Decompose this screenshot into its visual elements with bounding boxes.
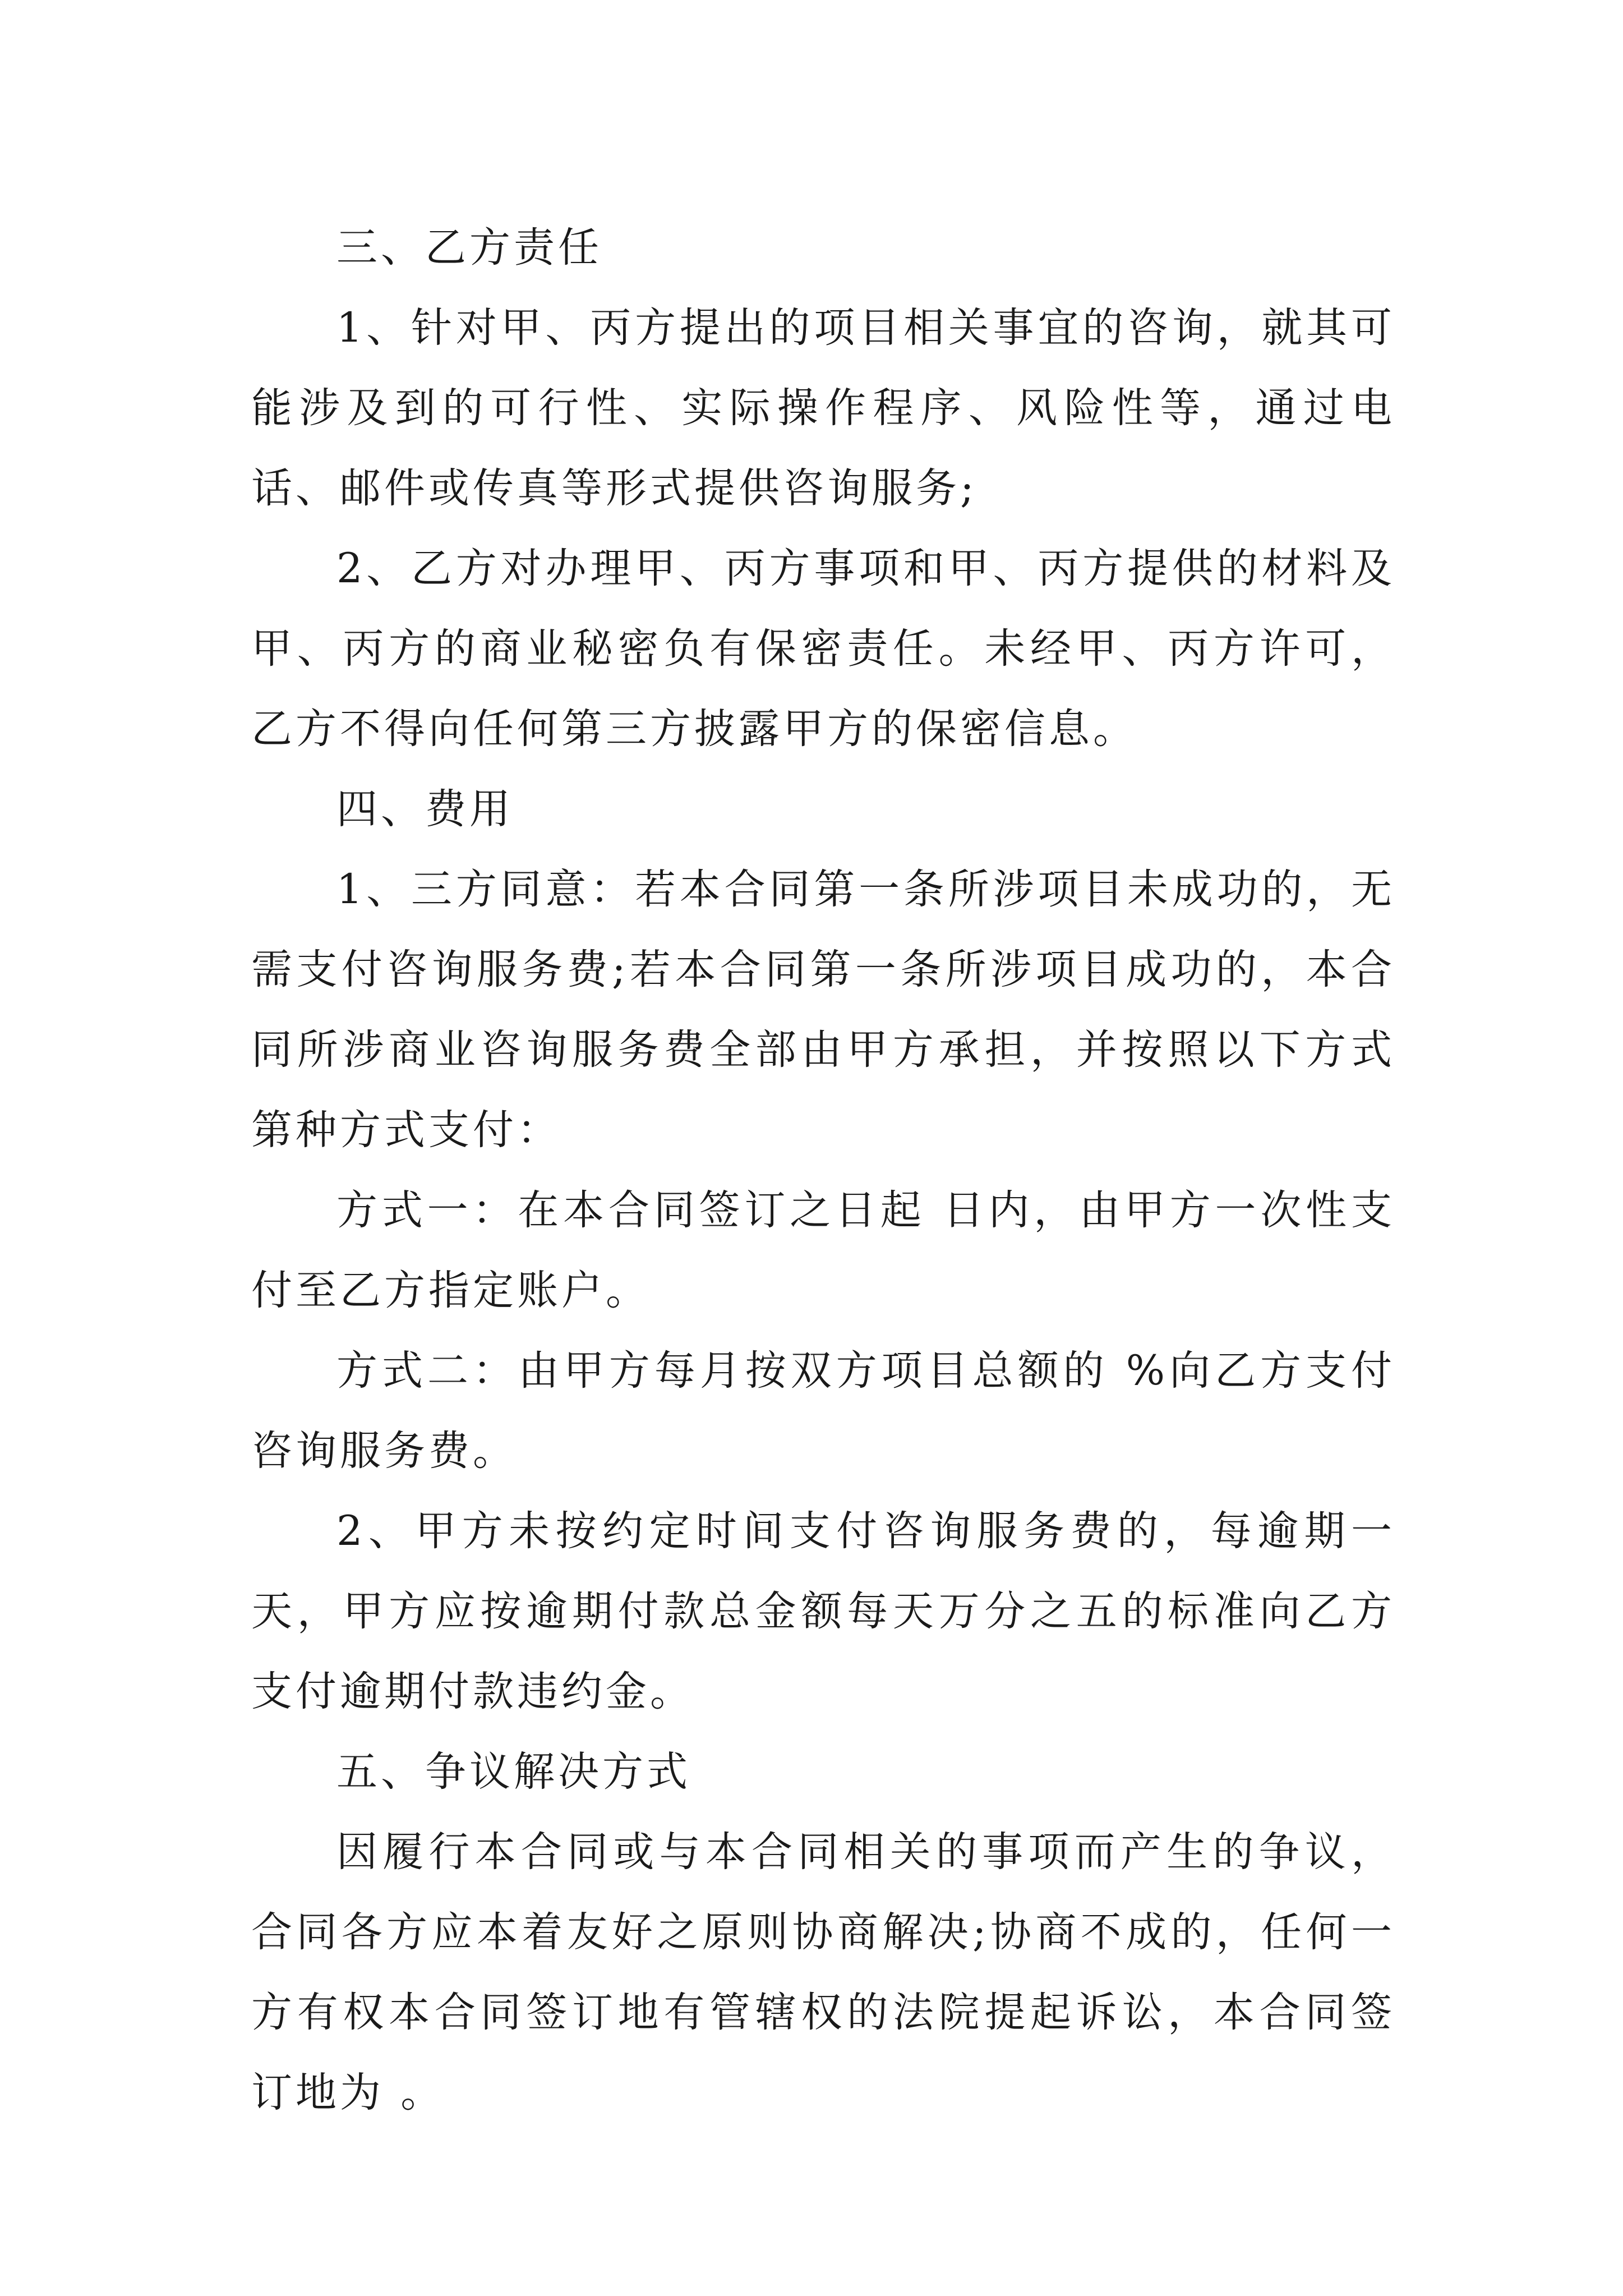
payment-method-two: 方式二：由甲方每月按双方项目总额的 %向乙方支付咨询服务费。 [251,1347,1395,1475]
document-body [251,208,1395,2133]
clause-paragraph: 2、甲方未按约定时间支付咨询服务费的，每逾期一天，甲方应按逾期付款总金额每天万分之五的标准向乙方支付逾期付款违约金。 [251,1507,1395,1715]
payment-method-one: 方式一：在本合同签订之日起 日内，由甲方一次性支付至乙方指定账户。 [251,1186,1395,1314]
section-heading-party-b-duties: 三、乙方责任 [336,224,602,272]
section-heading-fees: 四、费用 [336,785,514,833]
clause-paragraph: 因履行本合同或与本合同相关的事项而产生的争议，合同各方应本着友好之原则协商解决;协商不成的，任何一方有权本合同签订地有管辖权的法院提起诉讼，本合同签订地为 。 [251,1828,1395,2116]
section-heading-dispute-resolution: 五、争议解决方式 [336,1748,691,1796]
clause-paragraph: 2、乙方对办理甲、丙方事项和甲、丙方提供的材料及甲、丙方的商业秘密负有保密责任。未经甲、丙方许可，乙方不得向任何第三方披露甲方的保密信息。 [251,545,1395,753]
clause-paragraph: 1、三方同意：若本合同第一条所涉项目未成功的，无需支付咨询服务费;若本合同第一条所涉项目成功的，本合同所涉商业咨询服务费全部由甲方承担，并按照以下方式第种方式支付： [251,866,1395,1154]
clause-paragraph: 1、针对甲、丙方提出的项目相关事宜的咨询，就其可能涉及到的可行性、实际操作程序、风险性等，通过电话、邮件或传真等形式提供咨询服务; [251,304,1395,512]
